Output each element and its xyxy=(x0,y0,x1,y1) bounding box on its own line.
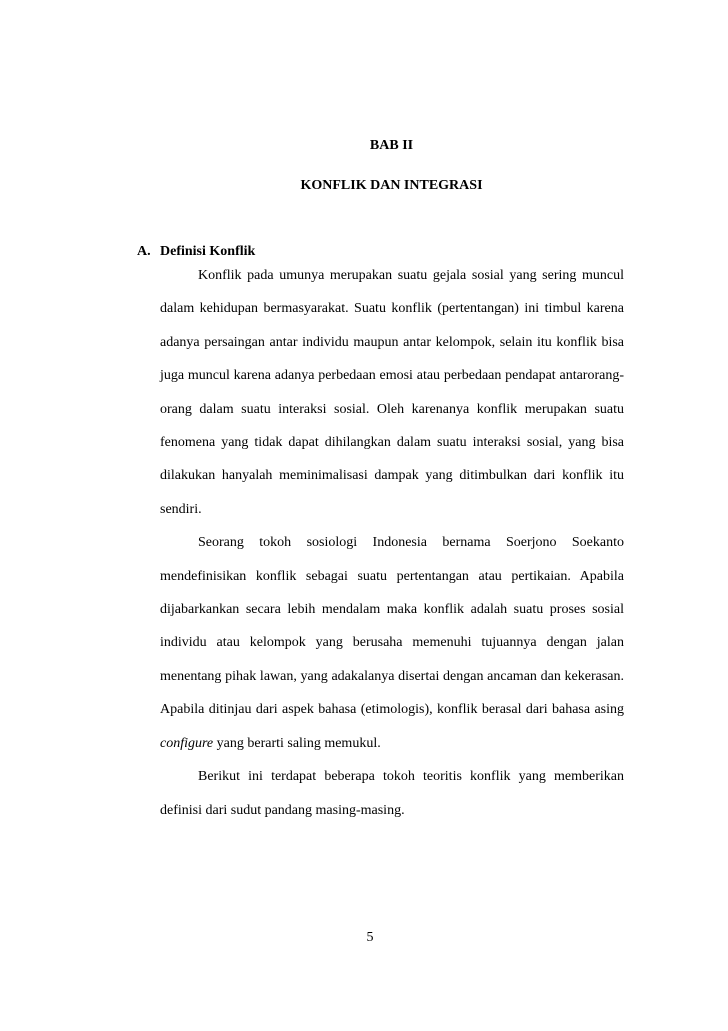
paragraph-2 xyxy=(160,526,624,760)
paragraph-1: Konflik pada umunya merupakan suatu gejala sosial yang sering muncul dalam kehidupan bermasyarakat. Suatu konflik (pertentangan) ini timbul karena adanya persaingan antar individu maupun antar kelompok, selain itu konflik bisa juga muncul karena adanya perbedaan emosi atau perbedaan pendapat antarorang-orang dalam suatu interaksi sosial. Oleh karenanya konflik merupakan suatu fenomena yang tidak dapat dihilangkan dalam suatu interaksi sosial, yang bisa dilakukan hanyalah meminimalisasi dampak yang ditimbulkan dari konflik itu sendiri. xyxy=(160,268,624,517)
body-text xyxy=(160,259,624,827)
paragraph-2-text-before: Seorang tokoh sosiologi Indonesia bernama Soerjono Soekanto mendefinisikan konflik sebagai suatu pertentangan atau pertikaian. Apabila dijabarkankan secara lebih mendalam maka konflik adalah suatu proses sosial individu atau kelompok yang berusaha memenuhi tujuannya dengan jalan menentang pihak lawan, yang adakalanya disertai dengan ancaman dan kekerasan. Apabila ditinjau dari aspek bahasa (etimologis), konflik berasal dari bahasa asing xyxy=(160,535,624,718)
section-number: A. xyxy=(137,244,151,259)
page-number: 5 xyxy=(366,930,374,945)
section-heading xyxy=(137,244,255,260)
chapter-label: BAB II xyxy=(369,138,414,153)
section-title: Definisi Konflik xyxy=(160,244,256,259)
paragraph-3: Berikut ini terdapat beberapa tokoh teoritis konflik yang memberikan definisi dari sudut pandang masing-masing. xyxy=(160,769,624,818)
paragraph-2-text-after: yang berarti saling memukul. xyxy=(216,735,381,751)
chapter-title: KONFLIK DAN INTEGRASI xyxy=(300,178,483,193)
paragraph-2-italic-term: configure xyxy=(160,735,214,751)
